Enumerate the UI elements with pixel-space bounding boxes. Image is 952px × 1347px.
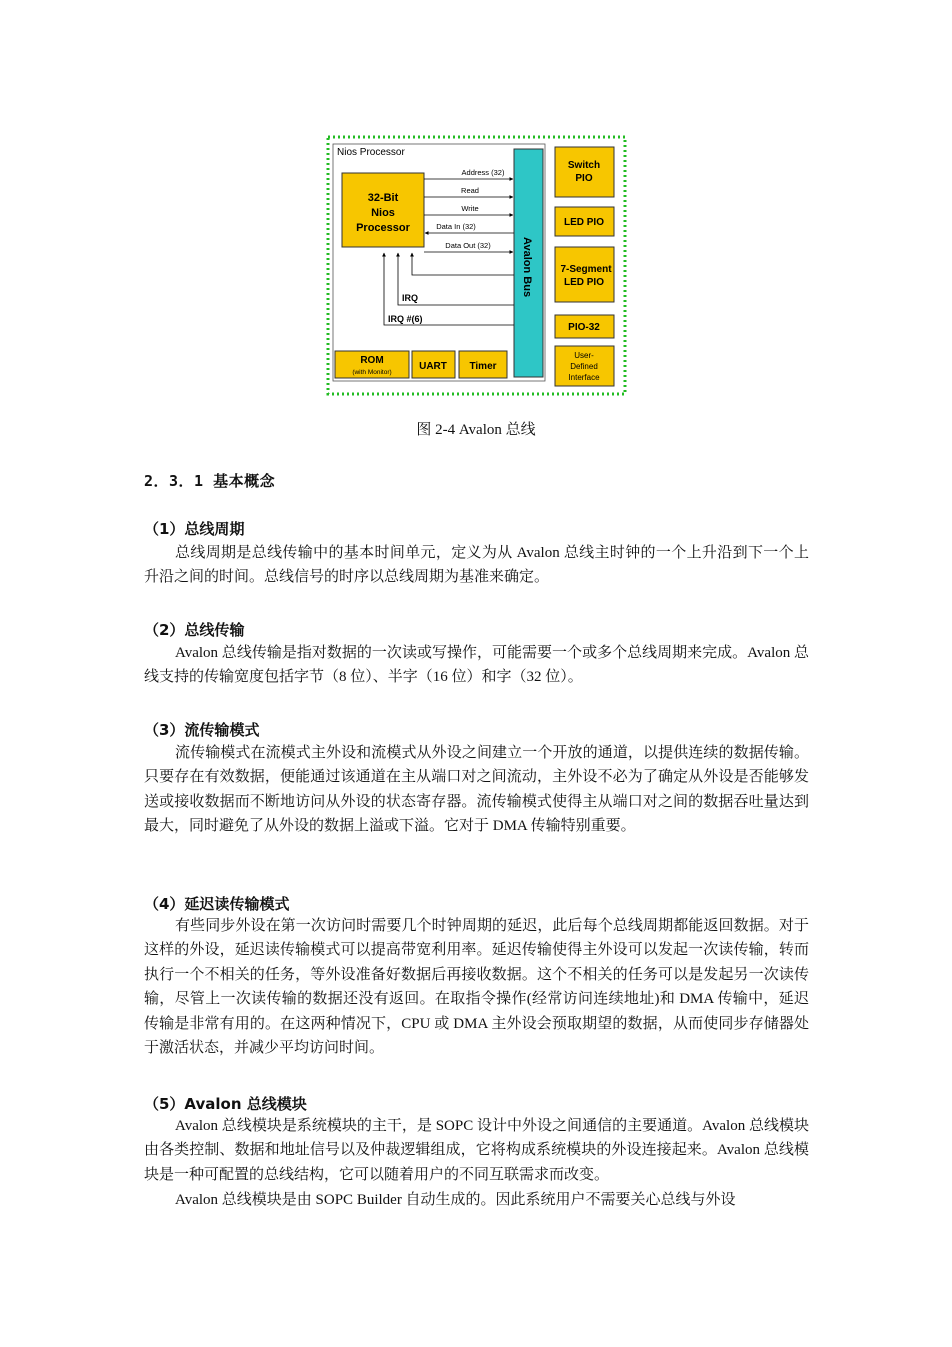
switch-pio-label-2: PIO [575,173,593,184]
cpu-label-2: Nios [371,207,395,219]
signal-data-out: Data Out (32) [445,241,491,250]
timer-label: Timer [469,361,497,372]
signal-data-in: Data In (32) [436,222,476,231]
cpu-label-3: Processor [356,222,410,234]
section-title: 2．3．1 基本概念 [144,472,276,490]
irq-num-label: IRQ #(6) [388,314,423,324]
subsection-heading: （2）总线传输 [144,621,245,639]
avalon-bus-diagram [326,135,628,397]
led-pio-label: LED PIO [563,217,605,228]
irq-label: IRQ [402,293,419,303]
paragraph: Avalon 总线模块是系统模块的主干，是 SOPC 设计中外设之间通信的主要通道。Avalon 总线模块由各类控制、数据和地址信号以及仲裁逻辑组成，它将构成系统模块的外设连接起来。Avalon 总线模块是一种可配置的总线结构，它可以随着用户的不同互联需求而改变。 [144,1118,809,1183]
avalon-bus-label: Avalon Bus [521,236,533,298]
paragraph: 总线周期是总线传输中的基本时间单元，定义为从 Avalon 总线主时钟的一个上升沿到下一个上升沿之间的时间。总线信号的时序以总线周期为基准来确定。 [144,545,809,586]
switch-pio-block [555,147,614,197]
subsection-heading: （4）延迟读传输模式 [144,895,290,913]
user-defined-label-3: Interface [568,373,600,382]
subsection-heading: （1）总线周期 [144,520,245,538]
signal-address: Address (32) [461,168,505,177]
subsection-heading: （3）流传输模式 [144,721,260,739]
signal-write: Write [461,204,479,213]
nios-processor-label: Nios Processor [337,147,405,158]
signal-read: Read [461,186,479,195]
cpu-label-1: 32-Bit [367,192,399,204]
paragraph: Avalon 总线模块是由 SOPC Builder 自动生成的。因此系统用户不需要关心总线与外设 [175,1192,736,1208]
pio-32-label: PIO-32 [568,322,600,333]
user-defined-label-1: User- [574,351,594,360]
uart-label: UART [419,361,447,372]
rom-sublabel: (with Monitor) [352,369,392,376]
switch-pio-label-1: Switch [567,160,601,171]
paragraph: 流传输模式在流模式主外设和流模式从外设之间建立一个开放的通道，以提供连续的数据传输。只要存在有效数据，便能通过该通道在主从端口对之间流动，主外设不必为了确定从外设是否能够发送或接收数据而不断地访问从外设的状态寄存器。流传输模式使得主从端口对之间的数据吞吐量达到最大，同时避免了从外设的数据上溢或下溢。它对于 DMA 传输特别重要。 [144,745,809,835]
paragraph: Avalon 总线传输是指对数据的一次读或写操作，可能需要一个或多个总线周期来完成。Avalon 总线支持的传输宽度包括字节（8 位）、半字（16 位）和字（32 位）。 [144,645,809,686]
figure-caption: 图 2-4 Avalon 总线 [416,422,536,438]
seven-segment-label-2: LED PIO [563,277,605,288]
paragraph: 有些同步外设在第一次访问时需要几个时钟周期的延迟，此后每个总线周期都能返回数据。对于这样的外设，延迟读传输模式可以提高带宽利用率。延迟传输使得主外设可以发起一次读传输，转而执行一个不相关的任务，等外设准备好数据后再接收数据。这个不相关的任务可以是发起另一次读传输，尽管上一次读传输的数据还没有返回。在取指令操作(经常访问连续地址)和 DMA 传输中，延迟传输是非常有用的。在这两种情况下，CPU 或 DMA 主外设会预取期望的数据，从而使同步存储器处于激活状态，并减少平均访问时间。 [144,918,809,1057]
subsection-heading: （5）Avalon 总线模块 [144,1095,307,1113]
user-defined-label-2: Defined [570,362,598,371]
rom-label: ROM [360,355,384,366]
seven-segment-label-1: 7-Segment [560,264,612,275]
